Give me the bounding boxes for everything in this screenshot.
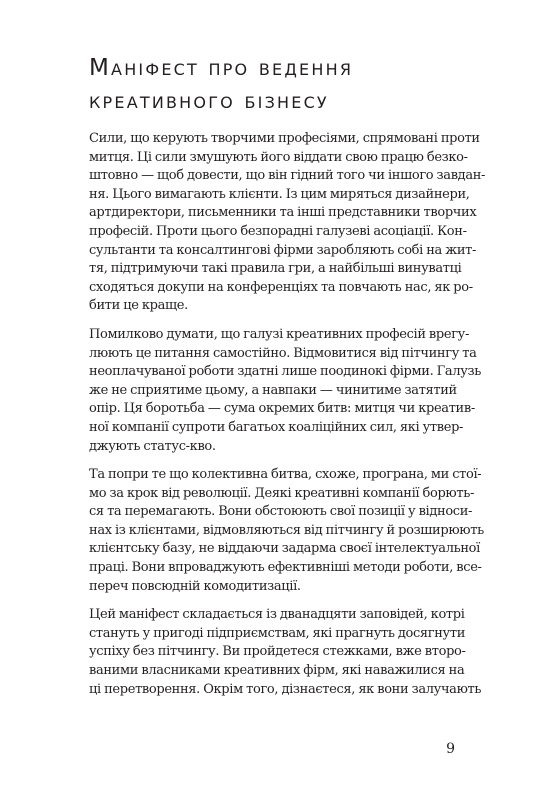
text-line: артдиректори, письменники та інші представники творчих xyxy=(89,205,477,221)
text-line: Сили, що керують творчими професіями, спрямовані проти xyxy=(89,131,480,146)
body-text xyxy=(89,130,486,709)
text-line: же не сприятиме цьому, а навпаки — чинитиме затятий xyxy=(89,382,457,398)
chapter-title-line: креативного бізнесу xyxy=(89,88,329,114)
text-line: мо за крок від революції. Деякі креативні компанії борють- xyxy=(89,485,475,501)
text-line: опір. Ця боротьба — сума окремих битв: митця чи креатив- xyxy=(89,401,475,417)
text-line: успіху без пітчингу. Ви пройдетеся стежками, вже второ- xyxy=(89,644,466,660)
text-line: ці перетворення. Окрім того, дізнаєтеся, як вони залучають xyxy=(89,681,482,697)
text-line: переч повсюдній комодитизації. xyxy=(89,578,301,594)
text-line: Та попри те що колективна битва, схоже, програна, ми стої- xyxy=(89,467,482,483)
text-line: сходяться докупи на конференціях та повчають нас, як ро- xyxy=(89,279,473,295)
text-line: нах із клієнтами, відмовляються від пітчингу й розширюють xyxy=(89,522,484,538)
text-line: неоплачуваної роботи здатні лише поодинокі фірми. Галузь xyxy=(89,364,481,380)
chapter-title xyxy=(89,52,469,118)
text-line: сультанти та консалтингові фірми заробляють собі на жит- xyxy=(89,242,477,258)
text-line: ня. Цього вимагають клієнти. Із цим миряться дизайнери, xyxy=(89,186,470,202)
chapter-title-line: Маніфест про ведення xyxy=(89,55,354,81)
text-line: клієнтську базу, не віддаючи задарма своєї інтелектуальної xyxy=(89,541,480,557)
text-line: люють це питання самостійно. Відмовитися від пітчингу та xyxy=(89,345,477,361)
text-line: Цей маніфест складається із дванадцяти заповідей, котрі xyxy=(89,607,465,623)
text-line: ваними власниками креативних фірм, які наважилися на xyxy=(89,663,465,679)
text-line: професій. Проти цього безпорадні галузеві асоціації. Кон- xyxy=(89,223,467,239)
text-line: ної компанії супроти багатьох коаліційних сил, які утвер- xyxy=(89,419,464,435)
paragraph xyxy=(89,606,482,699)
text-line: праці. Вони впроваджують ефективніші методи роботи, все- xyxy=(89,560,482,576)
text-line: штовно — щоб довести, що він гідний того чи іншого завдан- xyxy=(89,168,486,184)
paragraph xyxy=(89,466,484,596)
text-line: стануть у пригоді підприємствам, які прагнуть досягнути xyxy=(89,625,466,641)
paragraph xyxy=(89,326,481,456)
page-number: 9 xyxy=(446,741,455,757)
text-line: ся та перемагають. Вони обстоюють свої позиції у відноси- xyxy=(89,504,473,520)
text-line: тя, підтримуючи такі правила гри, а найбільші винуватці xyxy=(89,261,462,277)
text-line: Помилково думати, що галузі креативних професій врегу- xyxy=(89,326,470,342)
text-line: джують статус-кво. xyxy=(89,438,216,454)
paragraph xyxy=(89,130,486,316)
text-line: бити це краще. xyxy=(89,298,188,314)
text-line: митця. Ці сили змушують його віддати свою працю безко- xyxy=(89,149,468,165)
